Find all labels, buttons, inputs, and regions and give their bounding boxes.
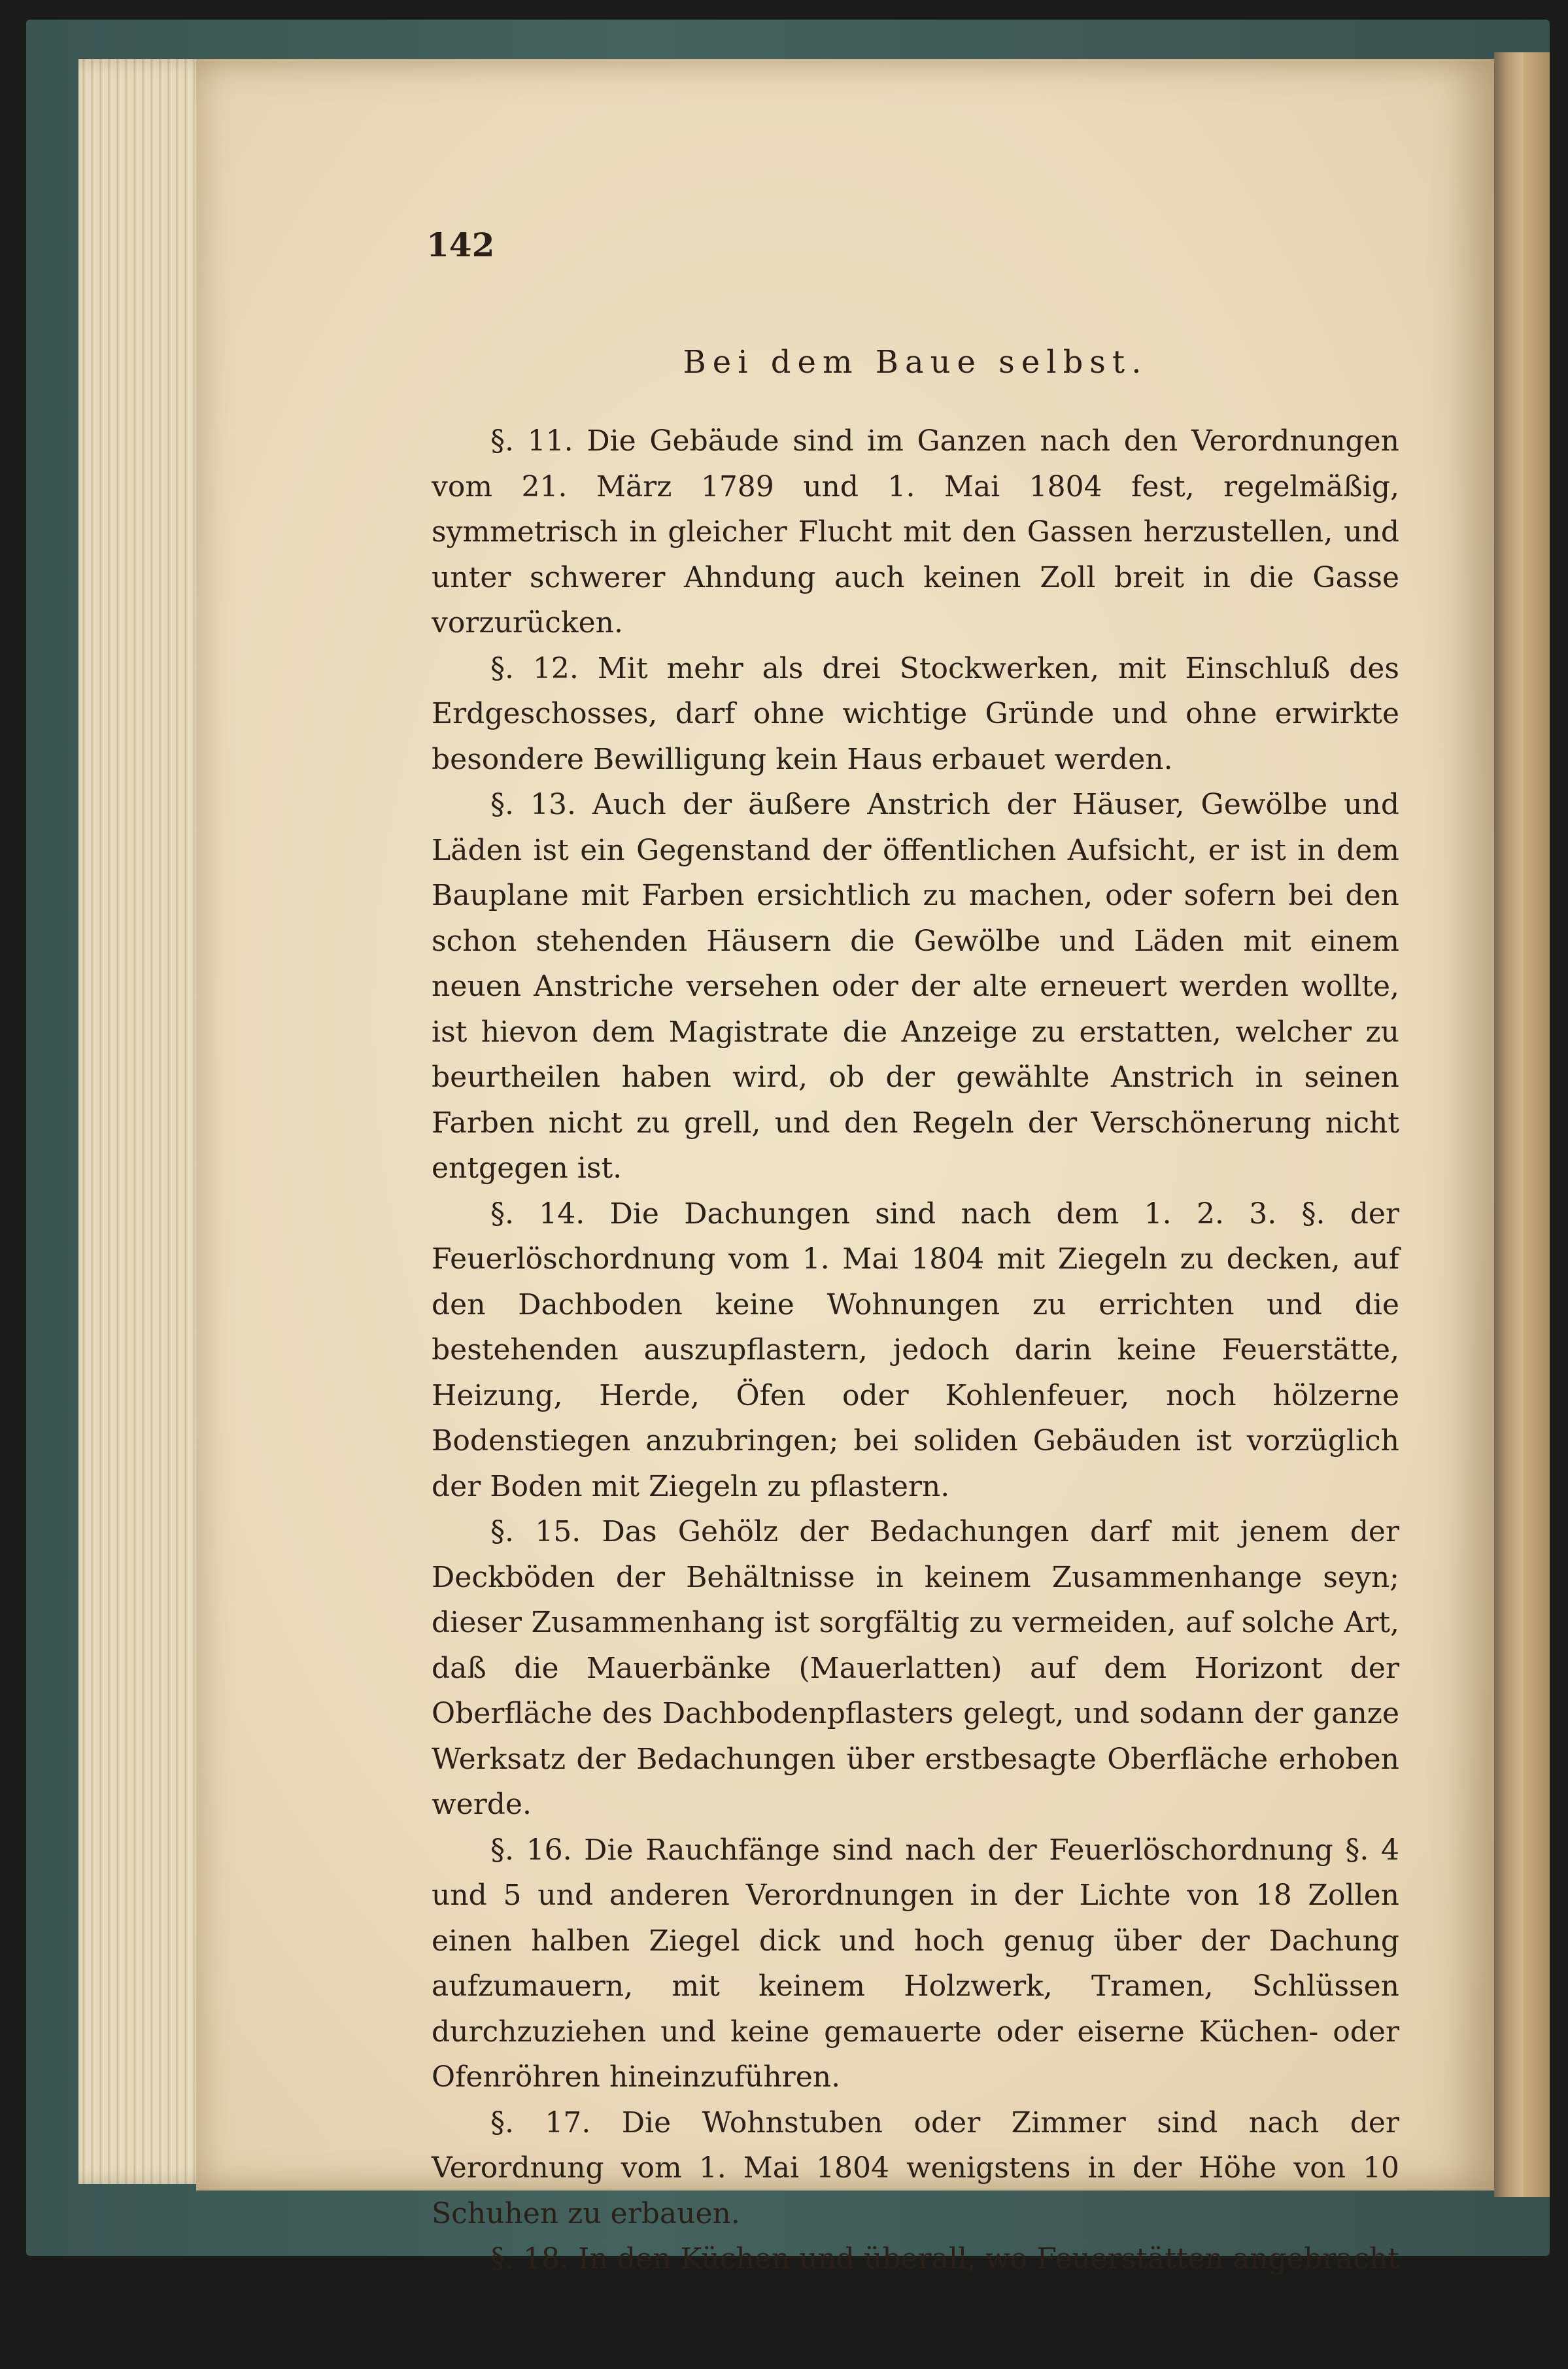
section-heading: Bei dem Baue selbst. xyxy=(683,344,1148,381)
page-number: 142 xyxy=(426,226,495,264)
paragraph-14: §. 14. Die Dachungen sind nach dem 1. 2. 3. §. der Feuerlöschordnung vom 1. Mai 1804 mit Ziegeln zu decken, auf den Dachboden keine Wohnungen zu errichten und die bestehenden auszupflastern, jedoch darin keine Feuerstätte, Heizung, Herde, Öfen oder Kohlenfeuer, noch hölzerne Bodenstiegen anzubringen; bei soliden Gebäuden ist vorzüglich der Boden mit Ziegeln zu pflastern. xyxy=(432,1197,1399,1503)
paragraph-11: §. 11. Die Gebäude sind im Ganzen nach den Verordnungen vom 21. März 1789 und 1. Mai 1804 fest, regelmäßig, symmetrisch in gleicher Flucht mit den Gassen herzustellen, und unter schwerer Ahndung auch keinen Zoll breit in die Gasse vorzurücken. xyxy=(432,424,1399,639)
paragraph-12: §. 12. Mit mehr als drei Stockwerken, mit Einschluß des Erdgeschosses, darf ohne wichtige Gründe und ohne erwirkte besondere Bewilligung kein Haus erbauet werden. xyxy=(432,651,1399,776)
paragraph-13: §. 13. Auch der äußere Anstrich der Häuser, Gewölbe und Läden ist ein Gegenstand der öffentlichen Aufsicht, er ist in dem Bauplane mit Farben ersichtlich zu machen, oder sofern bei den schon stehenden Häusern die Gewölbe und Läden mit einem neuen Anstriche versehen oder der alte erneuert werden wollte, ist hievon dem Magistrate die Anzeige zu erstatten, welcher zu beurtheilen haben wird, ob der gewählte Anstrich in seinen Farben nicht zu grell, und den Regeln der Verschönerung nicht entgegen ist. xyxy=(432,788,1399,1185)
paragraph-18: §. 18. In den Küchen und überall, wo Feuerstätten angebracht xyxy=(490,2242,1399,2275)
body-text xyxy=(432,418,1399,2282)
next-page-edge xyxy=(1524,52,1550,2197)
paragraph-16: §. 16. Die Rauchfänge sind nach der Feuerlöschordnung §. 4 und 5 und anderen Verordnungen in der Lichte von 18 Zollen einen halben Ziegel dick und hoch genug über der Dachung aufzumauern, mit keinem Holzwerk, Tramen, Schlüssen durchzuziehen und keine gemauerte oder eiserne Küchen- oder Ofenröhren hineinzuführen. xyxy=(432,1833,1399,2094)
paragraph-17: §. 17. Die Wohnstuben oder Zimmer sind nach der Verordnung vom 1. Mai 1804 wenigstens in der Höhe von 10 Schuhen zu erbauen. xyxy=(432,2105,1399,2230)
paragraph-15: §. 15. Das Gehölz der Bedachungen darf mit jenem der Deckböden der Behältnisse in keinem Zusammenhange seyn; dieser Zusammenhang ist sorgfältig zu vermeiden, auf solche Art, daß die Mauerbänke (Mauerlatten) auf dem Horizont der Oberfläche des Dachbodenpflasters gelegt, und sodann der ganze Werksatz der Bedachungen über erstbesagte Oberfläche erhoben werde. xyxy=(432,1515,1399,1821)
